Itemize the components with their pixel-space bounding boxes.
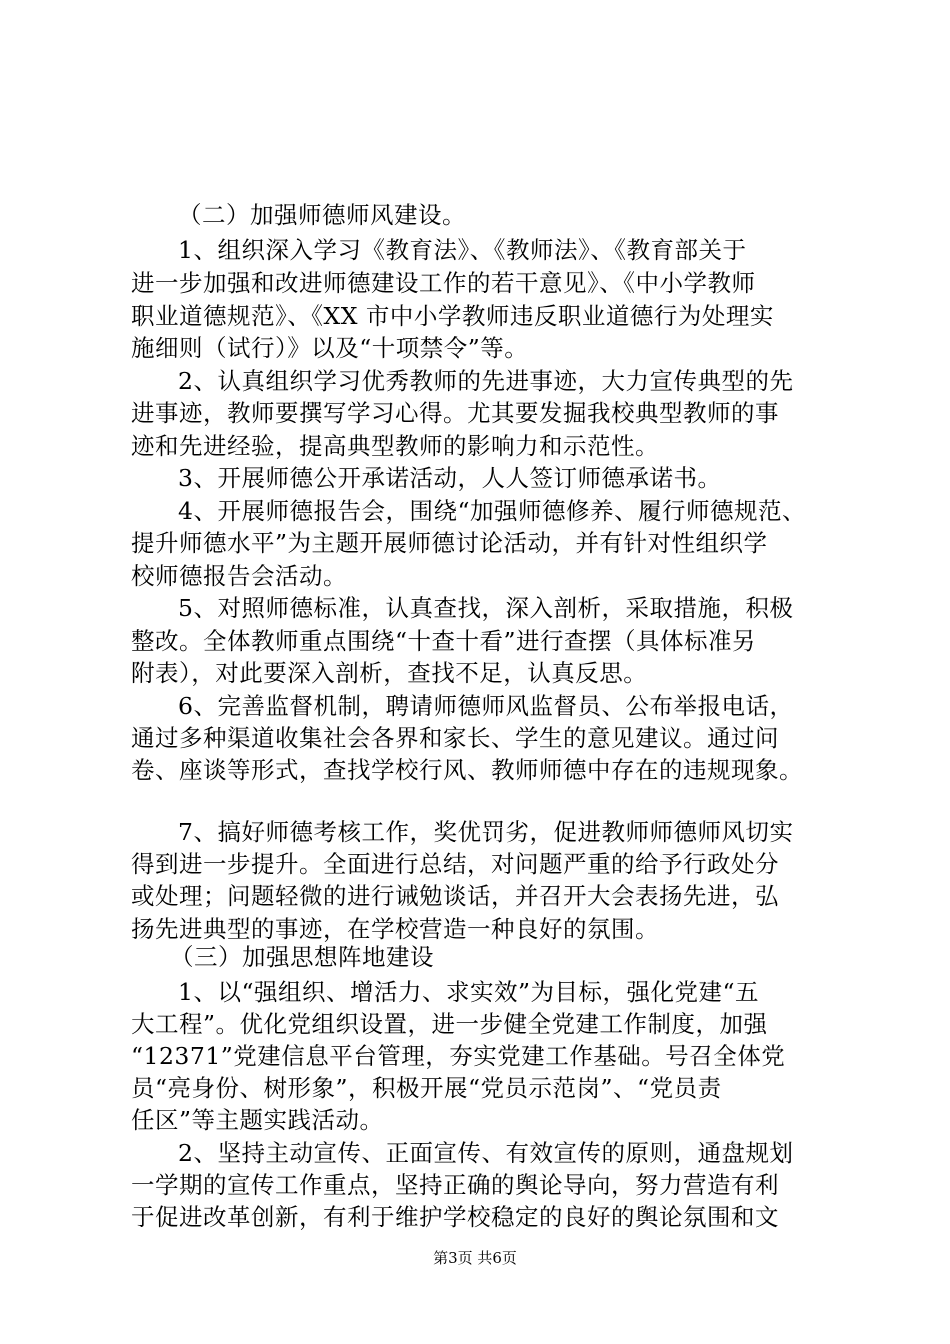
paragraph-line: 1、以“强组织、增活力、求实效”为目标，强化党建“五 — [178, 978, 759, 1006]
paragraph-line: 或处理；问题轻微的进行诫勉谈话，并召开大会表扬先进，弘 — [131, 882, 779, 910]
paragraph-line: 迹和先进经验，提高典型教师的影响力和示范性。 — [131, 432, 659, 460]
paragraph-line: 扬先进典型的事迹，在学校营造一种良好的氛围。 — [131, 915, 659, 943]
paragraph-line: “12371”党建信息平台管理，夯实党建工作基础。号召全体党 — [131, 1042, 786, 1070]
paragraph-line: 整改。全体教师重点围绕“十查十看”进行查摆（具体标准另 — [131, 627, 757, 655]
paragraph-line: 卷、座谈等形式，查找学校行风、教师师德中存在的违规现象。 — [131, 756, 803, 784]
paragraph-line: 一学期的宣传工作重点，坚持正确的舆论导向，努力营造有利 — [131, 1171, 779, 1199]
paragraph-line: 任区”等主题实践活动。 — [131, 1106, 384, 1134]
page-footer: 第3页 共6页 — [433, 1249, 517, 1267]
paragraph-line: 大工程”。优化党组织设置，进一步健全党建工作制度，加强 — [131, 1010, 768, 1038]
paragraph-line: 职业道德规范》、《XX 市中小学教师违反职业道德行为处理实 — [131, 302, 774, 330]
section-heading: （三）加强思想阵地建设 — [170, 943, 434, 971]
paragraph-line: 提升师德水平”为主题开展师德讨论活动，并有针对性组织学 — [131, 529, 768, 557]
section-heading: （二）加强师德师风建设。 — [178, 201, 466, 229]
paragraph-line: 3、开展师德公开承诺活动，人人签订师德承诺书。 — [178, 464, 722, 492]
paragraph-line: 员“亮身份、树形象”，积极开展“党员示范岗”、“党员责 — [131, 1074, 722, 1102]
paragraph-line: 7、搞好师德考核工作，奖优罚劣，促进教师师德师风切实 — [178, 818, 794, 846]
paragraph-line: 2、认真组织学习优秀教师的先进事迹，大力宣传典型的先 — [178, 367, 794, 395]
paragraph-line: 进事迹，教师要撰写学习心得。尤其要发掘我校典型教师的事 — [131, 399, 779, 427]
paragraph-line: 4、开展师德报告会，围绕“加强师德修养、履行师德规范、 — [178, 497, 806, 525]
paragraph-line: 5、对照师德标准，认真查找，深入剖析，采取措施，积极 — [178, 594, 794, 622]
paragraph-line: 校师德报告会活动。 — [131, 562, 347, 590]
paragraph-line: 施细则（试行）》以及“十项禁令”等。 — [131, 334, 529, 362]
paragraph-line: 附表），对此要深入剖析，查找不足，认真反思。 — [131, 659, 648, 687]
paragraph-line: 于促进改革创新，有利于维护学校稳定的良好的舆论氛围和文 — [131, 1203, 779, 1231]
paragraph-line: 通过多种渠道收集社会各界和家长、学生的意见建议。通过问 — [131, 724, 779, 752]
paragraph-line: 6、完善监督机制，聘请师德师风监督员、公布举报电话， — [178, 692, 794, 720]
paragraph-line: 得到进一步提升。全面进行总结，对问题严重的给予行政处分 — [131, 850, 779, 878]
paragraph-line: 1、组织深入学习《教育法》、《教师法》、《教育部关于 — [178, 236, 747, 264]
paragraph-line: 2、坚持主动宣传、正面宣传、有效宣传的原则，通盘规划 — [178, 1139, 794, 1167]
paragraph-line: 进一步加强和改进师德建设工作的若干意见》、《中小学教师 — [131, 269, 756, 297]
